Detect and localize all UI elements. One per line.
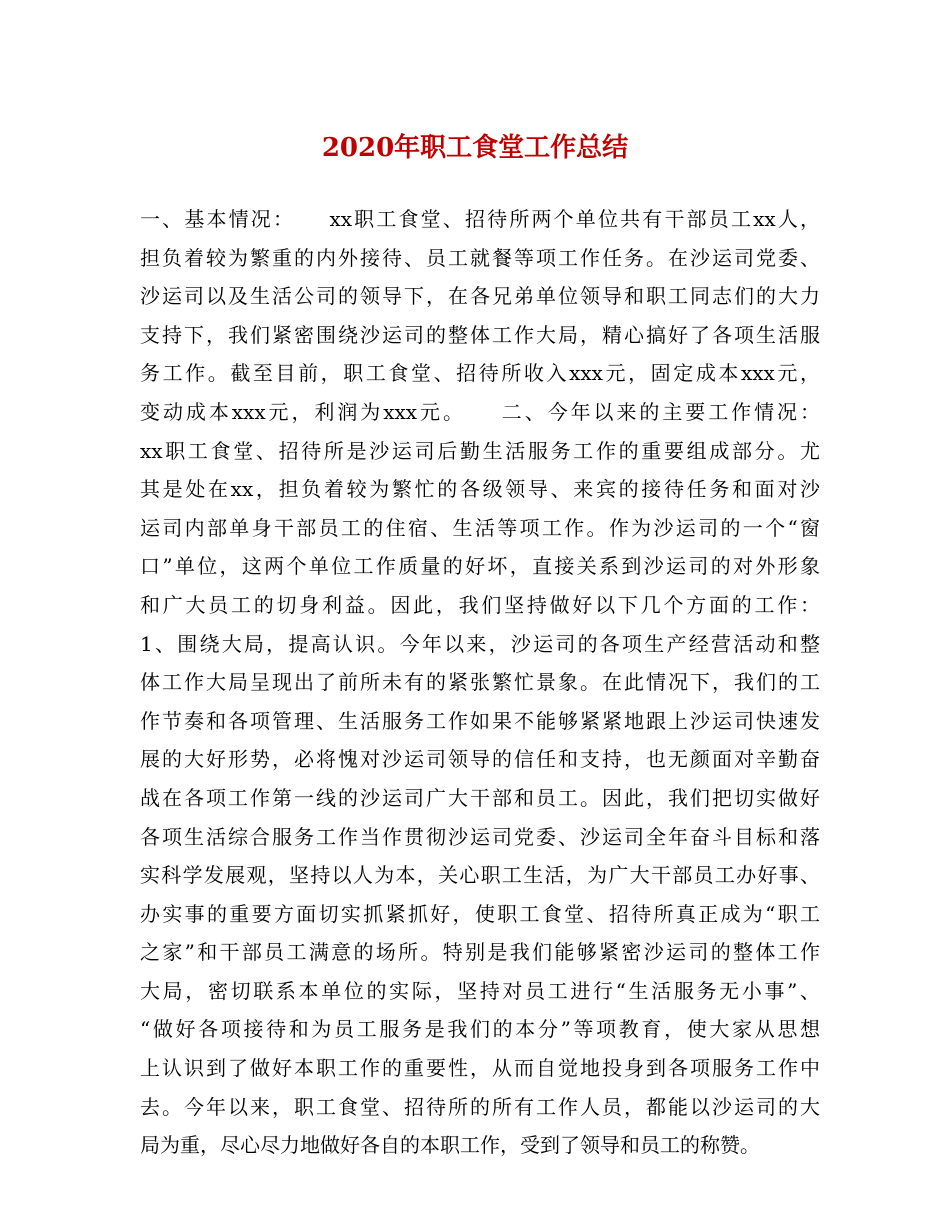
text-line: xx职工食堂、招待所是沙运司后勤生活服务工作的重要组成部分。尤 bbox=[140, 438, 820, 463]
text-line: 体工作大局呈现出了前所未有的紧张繁忙景象。在此情况下，我们的工 bbox=[140, 670, 820, 695]
text-line: 展的大好形势，必将愧对沙运司领导的信任和支持，也无颜面对辛勤奋 bbox=[140, 747, 820, 772]
document-body bbox=[140, 200, 820, 1165]
text-line: 各项生活综合服务工作当作贯彻沙运司党委、沙运司全年奋斗目标和落 bbox=[140, 824, 820, 849]
text-line: 沙运司以及生活公司的领导下，在各兄弟单位领导和职工同志们的大力 bbox=[140, 284, 820, 309]
text-line: 一、基本情况： xx职工食堂、招待所两个单位共有干部员工xx人， bbox=[140, 207, 820, 231]
text-line: 作节奏和各项管理、生活服务工作如果不能够紧紧地跟上沙运司快速发 bbox=[140, 708, 820, 733]
text-line: “做好各项接待和为员工服务是我们的本分”等项教育，使大家从思想 bbox=[140, 1017, 820, 1042]
text-line: 局为重，尽心尽力地做好各自的本职工作，受到了领导和员工的称赞。 bbox=[140, 1133, 760, 1158]
text-line: 运司内部单身干部员工的住宿、生活等项工作。作为沙运司的一个“窗 bbox=[140, 515, 820, 540]
text-line: 之家”和干部员工满意的场所。特别是我们能够紧密沙运司的整体工作 bbox=[140, 940, 820, 965]
text-line: 支持下，我们紧密围绕沙运司的整体工作大局，精心搞好了各项生活服 bbox=[140, 322, 820, 347]
text-line: 和广大员工的切身利益。因此，我们坚持做好以下几个方面的工作： bbox=[140, 592, 820, 617]
text-line: 实科学发展观，坚持以人为本，关心职工生活，为广大干部员工办好事、 bbox=[140, 863, 820, 888]
text-line: 上认识到了做好本职工作的重要性，从而自觉地投身到各项服务工作中 bbox=[140, 1056, 820, 1081]
text-line: 1、围绕大局，提高认识。今年以来，沙运司的各项生产经营活动和整 bbox=[140, 631, 820, 656]
page-title: 2020年职工食堂工作总结 bbox=[321, 133, 629, 163]
text-line: 战在各项工作第一线的沙运司广大干部和员工。因此，我们把切实做好 bbox=[140, 785, 820, 810]
text-line: 变动成本xxx元，利润为xxx元。 二、今年以来的主要工作情况： bbox=[140, 399, 820, 424]
text-line: 口”单位，这两个单位工作质量的好坏，直接关系到沙运司的对外形象 bbox=[140, 554, 820, 579]
text-line: 大局，密切联系本单位的实际，坚持对员工进行“生活服务无小事”、 bbox=[140, 978, 820, 1003]
text-line: 担负着较为繁重的内外接待、员工就餐等项工作任务。在沙运司党委、 bbox=[140, 245, 820, 270]
text-line: 务工作。截至目前，职工食堂、招待所收入xxx元，固定成本xxx元， bbox=[140, 361, 820, 386]
text-line: 办实事的重要方面切实抓紧抓好，使职工食堂、招待所真正成为“职工 bbox=[140, 901, 820, 926]
text-line: 其是处在xx，担负着较为繁忙的各级领导、来宾的接待任务和面对沙 bbox=[140, 477, 820, 502]
text-line: 去。今年以来，职工食堂、招待所的所有工作人员，都能以沙运司的大 bbox=[140, 1094, 820, 1119]
